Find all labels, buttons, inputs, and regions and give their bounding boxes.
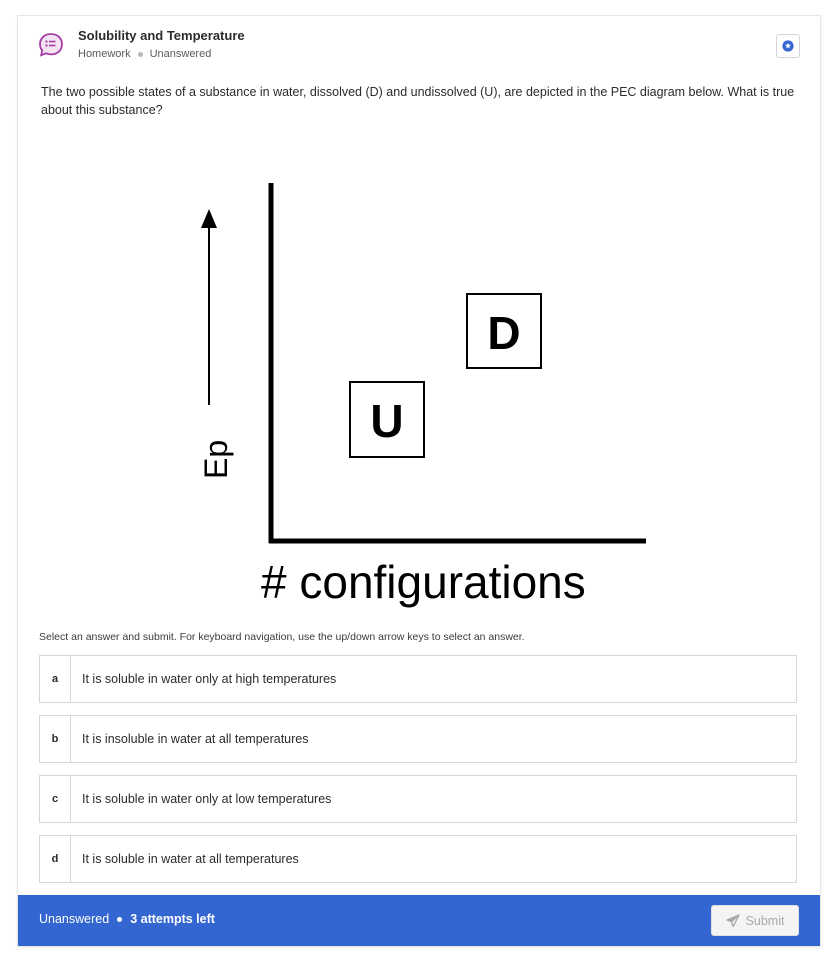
instructions: Select an answer and submit. For keyboard navigation, use the up/down arrow keys to select an answer. <box>39 631 525 643</box>
question-card <box>18 16 820 946</box>
option-letter: a <box>40 656 71 702</box>
state-label-dissolved: D <box>487 307 521 359</box>
answer-option-b[interactable] <box>39 715 797 763</box>
state-label-undissolved: U <box>370 395 404 447</box>
x-axis-label: # configurations <box>261 556 586 608</box>
option-letter: c <box>40 776 71 822</box>
answer-status: Unanswered <box>39 912 110 926</box>
submission-footer <box>18 895 820 946</box>
bookmark-star-icon <box>782 40 794 52</box>
y-axis-label: Ep <box>198 439 234 479</box>
answer-option-a[interactable] <box>39 655 797 703</box>
option-letter: d <box>40 836 71 882</box>
option-letter: b <box>40 716 71 762</box>
question-text: The two possible states of a substance in water, dissolved (D) and undissolved (U), are depicted in the PEC diagram below. What is true about this substance? <box>41 85 795 117</box>
option-text: It is soluble in water only at low temperatures <box>82 792 332 806</box>
question-list-icon <box>38 32 64 58</box>
paper-plane-icon <box>726 914 740 928</box>
pec-diagram <box>178 161 648 611</box>
question-category: Homework <box>78 48 131 60</box>
question-status: Unanswered <box>149 48 212 60</box>
question-title: Solubility and Temperature <box>78 28 245 43</box>
submit-button[interactable] <box>711 905 799 936</box>
meta-separator <box>138 52 143 57</box>
attempts-left: 3 attempts left <box>130 912 215 926</box>
energy-arrow-head <box>201 209 217 228</box>
status-separator <box>117 917 122 922</box>
answer-option-d[interactable] <box>39 835 797 883</box>
submission-status <box>39 912 215 926</box>
option-text: It is soluble in water only at high temperatures <box>82 672 337 686</box>
option-text: It is insoluble in water at all temperatures <box>82 732 309 746</box>
submit-label: Submit <box>745 913 785 928</box>
option-text: It is soluble in water at all temperatures <box>82 852 299 866</box>
bookmark-button[interactable] <box>776 34 800 58</box>
answer-option-c[interactable] <box>39 775 797 823</box>
question-meta <box>78 48 211 60</box>
question-header <box>18 16 820 76</box>
